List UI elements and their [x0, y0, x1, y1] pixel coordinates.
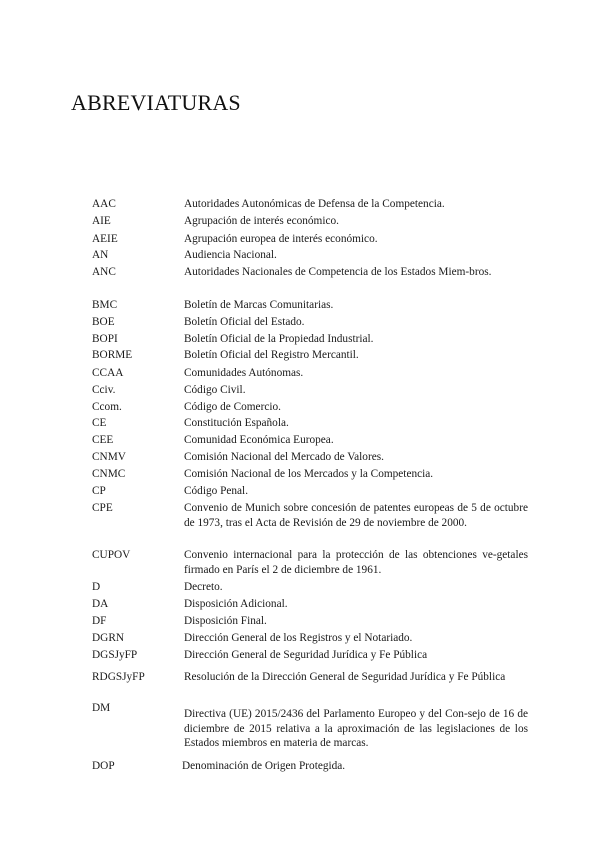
abbreviation: BMC — [92, 299, 118, 311]
abbreviation: CE — [92, 417, 107, 429]
definition: Directiva (UE) 2015/2436 del Parlamento Europeo y del Con-sejo de 16 de diciembre de 2015 relativa a la aproximación de las legislaciones de los Estados miembros en materia de marcas. — [184, 708, 528, 749]
abbreviation: CEE — [92, 434, 114, 446]
definition: Resolución de la Dirección General de Seguridad Jurídica y Fe Pública — [184, 671, 506, 683]
abbreviation: CNMV — [92, 451, 126, 463]
abbreviation: BORME — [92, 349, 133, 361]
abbreviation: AIE — [92, 215, 111, 227]
abbreviation: CPE — [92, 502, 113, 514]
abbreviation: RDGSJyFP — [92, 671, 145, 683]
abbreviation: Ccom. — [92, 401, 122, 413]
abbreviation: AEIE — [92, 233, 118, 245]
definition: Dirección General de los Registros y el Notariado. — [184, 632, 413, 644]
abbreviation: CNMC — [92, 468, 126, 480]
definition: Comisión Nacional del Mercado de Valores. — [184, 451, 384, 463]
abbreviation: D — [92, 581, 101, 593]
abbreviation: BOPI — [92, 333, 118, 345]
abbreviation: DF — [92, 615, 107, 627]
definition: Comisión Nacional de los Mercados y la Competencia. — [184, 468, 434, 480]
abbreviation: AAC — [92, 198, 116, 210]
definition: Convenio internacional para la protección de las obtenciones ve-getales firmado en París el 2 de diciembre de 1961. — [184, 549, 528, 576]
abbreviation: CCAA — [92, 367, 124, 379]
definition: Autoridades Autonómicas de Defensa de la Competencia. — [184, 198, 445, 210]
definition: Agrupación de interés económico. — [184, 215, 339, 227]
definition: Boletín Oficial del Estado. — [184, 316, 305, 328]
definition: Autoridades Nacionales de Competencia de los Estados Miem-bros. — [184, 266, 492, 278]
abbreviation: DM — [92, 702, 111, 714]
definition: Código Penal. — [184, 485, 249, 497]
definition: Boletín de Marcas Comunitarias. — [184, 299, 334, 311]
abbreviation: BOE — [92, 316, 115, 328]
definition: Audiencia Nacional. — [184, 249, 277, 261]
page-title: ABREVIATURAS — [71, 90, 241, 115]
abbreviation: DGSJyFP — [92, 649, 138, 661]
definition: Constitución Española. — [184, 417, 289, 429]
abbreviation: DGRN — [92, 632, 125, 644]
definition: Dirección General de Seguridad Jurídica y Fe Pública — [184, 649, 428, 661]
definition: Decreto. — [184, 581, 223, 593]
abbreviation: CUPOV — [92, 549, 131, 561]
abbreviation: CP — [92, 485, 106, 497]
definition: Código Civil. — [184, 384, 246, 396]
definition: Denominación de Origen Protegida. — [182, 760, 346, 772]
definition: Código de Comercio. — [184, 401, 281, 413]
definition: Comunidades Autónomas. — [184, 367, 304, 379]
definition: Comunidad Económica Europea. — [184, 434, 334, 446]
definition: Disposición Final. — [184, 615, 267, 627]
abbreviation: DOP — [92, 760, 115, 772]
abbreviation: ANC — [92, 266, 116, 278]
definition: Boletín Oficial de la Propiedad Industrial. — [184, 333, 374, 345]
abbreviation: DA — [92, 598, 109, 610]
abbreviation: Cciv. — [92, 384, 116, 396]
abbreviation: AN — [92, 249, 109, 261]
definition: Convenio de Munich sobre concesión de patentes europeas de 5 de octubre de 1973, tras el Acta de Revisión de 29 de noviembre de 2000. — [184, 502, 528, 529]
definition: Disposición Adicional. — [184, 598, 288, 610]
definition: Boletín Oficial del Registro Mercantil. — [184, 349, 359, 361]
definition: Agrupación europea de interés económico. — [184, 233, 378, 245]
